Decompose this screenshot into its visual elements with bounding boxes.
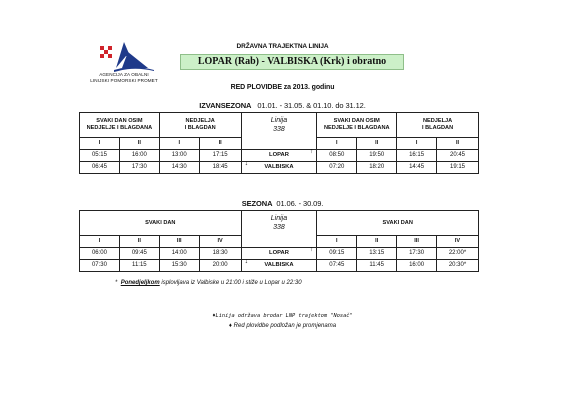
season-roman: I [317,236,357,248]
off-roman: I [397,138,437,150]
off-right-header-2: NEDJELJA I BLAGDAN [397,113,479,138]
footnote-monday: Ponedjeljkom [120,280,160,286]
time-cell: 17:30 [397,247,437,259]
season-line-word: Linija [270,215,288,223]
time-cell: 18:20 [357,161,397,173]
operator-note: ♦Linija održava brodar LNP trajektom "Nosač" [212,313,353,319]
season-line-spacer [241,236,317,248]
time-cell: 17:30 [119,161,159,173]
off-season-table [79,112,479,174]
plan-title: RED PLOVIDBE za 2013. godinu [230,84,335,91]
time-cell: 19:50 [357,149,397,161]
port-name: LOPAR [269,250,289,256]
logo-line-2: LINIJSKI POMORSKI PROMET [90,77,158,83]
port-name: VALBISKA [264,164,294,170]
time-cell: 18:30 [199,247,241,259]
season-roman: III [159,236,199,248]
time-cell: 16:00 [397,259,437,271]
time-cell: 20:45 [437,149,479,161]
off-line-label [241,113,317,138]
time-cell: 06:45 [80,161,120,173]
agency-logo-text [86,72,162,83]
season-roman: II [357,236,397,248]
off-line-number: 338 [273,126,285,134]
time-cell: 07:45 [317,259,357,271]
time-cell: 09:15 [317,247,357,259]
change-note: ♦ Red plovidbe podložan je promjenama [228,323,337,329]
off-left-header-2: NEDJELJA I BLAGDAN [159,113,241,138]
time-cell: 09:45 [119,247,159,259]
off-roman: II [437,138,479,150]
time-cell: 11:15 [119,259,159,271]
port-cell: LOPAR ↑ [241,247,317,259]
off-roman: I [159,138,199,150]
time-cell: 08:50 [317,149,357,161]
off-right-header-1: SVAKI DAN OSIM NEDJELJE I BLAGDANA [317,113,397,138]
table-row [80,149,479,161]
table-row [80,247,479,259]
season-table [79,210,479,272]
org-title: DRŽAVNA TRAJEKTNA LINIJA [236,43,329,50]
off-roman: I [317,138,357,150]
time-cell: 13:00 [159,149,199,161]
off-line-word: Linija [270,117,288,125]
time-cell: 14:45 [397,161,437,173]
season-label: SEZONA [241,199,273,208]
time-cell: 11:45 [357,259,397,271]
time-cell: 06:00 [80,247,120,259]
time-cell: 22:00* [437,247,479,259]
time-cell: 20:00 [199,259,241,271]
off-season-label: IZVANSEZONA [199,101,252,110]
table-row [80,161,479,173]
off-roman: II [357,138,397,150]
off-roman: II [199,138,241,150]
season-roman: IV [437,236,479,248]
season-roman: IV [199,236,241,248]
season-title [0,199,565,208]
off-season-dates: 01.01. - 31.05. & 01.10. do 31.12. [257,101,366,110]
off-season-title [0,101,565,110]
season-left-header: SVAKI DAN [80,211,242,236]
port-name: LOPAR [269,152,289,158]
off-roman: II [119,138,159,150]
time-cell: 13:15 [357,247,397,259]
time-cell: 15:30 [159,259,199,271]
off-roman: I [80,138,120,150]
season-roman: I [80,236,120,248]
time-cell: 16:00 [119,149,159,161]
logo-line-1: AGENCIJA ZA OBALNI [99,72,149,77]
season-roman: II [119,236,159,248]
footnote-star: * [115,280,118,286]
table-row [80,259,479,271]
route-title: LOPAR (Rab) - VALBISKA (Krk) i obratno [180,54,404,70]
time-cell: 07:30 [80,259,120,271]
time-cell: 20:30* [437,259,479,271]
monday-footnote [115,280,302,286]
time-cell: 18:45 [199,161,241,173]
footnote-text: isplovljava iz Valbiske u 21:00 i stiže u Lopar u 22:30 [159,280,302,286]
time-cell: 19:15 [437,161,479,173]
season-right-header: SVAKI DAN [317,211,479,236]
season-roman: III [397,236,437,248]
port-cell: ↓ VALBISKA [241,259,317,271]
season-line-number: 338 [273,224,285,232]
port-cell: ↓ VALBISKA [241,161,317,173]
time-cell: 14:30 [159,161,199,173]
season-line-label [241,211,317,236]
time-cell: 05:15 [80,149,120,161]
port-name: VALBISKA [264,262,294,268]
season-dates: 01.06. - 30.09. [276,199,324,208]
port-cell: LOPAR ↑ [241,149,317,161]
time-cell: 17:15 [199,149,241,161]
off-left-header-1: SVAKI DAN OSIM NEDJELJE I BLAGDANA [80,113,160,138]
time-cell: 16:15 [397,149,437,161]
off-line-spacer [241,138,317,150]
time-cell: 14:00 [159,247,199,259]
time-cell: 07:20 [317,161,357,173]
